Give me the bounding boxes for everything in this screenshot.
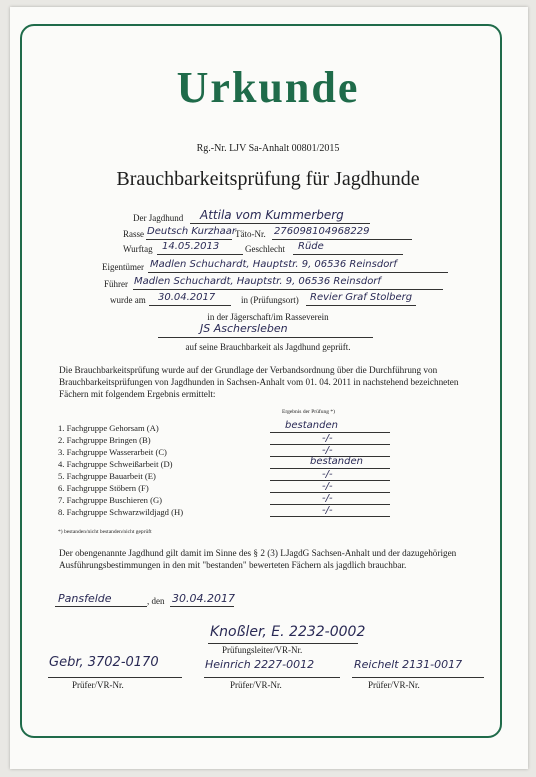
closing-paragraph: Der obengenannte Jagdhund gilt damit im Sinne des § 2 (3) LJagdG Sachsen-Anhalt und der dazugehörigen Ausführungsbestimmungen in den mit "bestanden" bewerteten Fächern als jagdlich brauchbar.: [59, 548, 457, 570]
pruefer1-line: [48, 677, 182, 678]
pruefungsort-value: Revier Graf Stolberg: [310, 292, 413, 303]
place-line: [55, 606, 147, 607]
geschlecht-line: [293, 254, 403, 255]
rasse-value: Deutsch Kurzhaar: [147, 226, 237, 237]
result-row-value: -/-: [322, 445, 333, 456]
pruefer2-signature: Heinrich 2227-0012: [205, 658, 315, 671]
result-row-label: 3. Fachgruppe Wasserarbeit (C): [58, 447, 167, 457]
pruefer2-label: Prüfer/VR-Nr.: [230, 680, 282, 690]
taeto-label: Täto-Nr.: [235, 229, 266, 239]
fuehrer-value: Madlen Schuchardt, Hauptstr. 9, 06536 Reinsdorf: [134, 276, 381, 287]
geschlecht-value: Rüde: [298, 241, 324, 252]
pruefungsort-line: [306, 305, 416, 306]
leiter-line: [208, 643, 358, 644]
result-row-label: 4. Fachgruppe Schweißarbeit (D): [58, 459, 173, 469]
jagdhund-value: Attila vom Kummerberg: [200, 208, 344, 222]
pruefer2-line: [204, 677, 340, 678]
place-date-separator: , den: [147, 596, 165, 606]
taeto-value: 276098104968229: [274, 226, 370, 237]
pruefer3-signature: Reichelt 2131-0017: [354, 658, 463, 671]
leiter-signature: Knoßler, E. 2232-0002: [210, 624, 366, 640]
jagdhund-line: [190, 223, 370, 224]
geschlecht-label: Geschlecht: [245, 244, 285, 254]
eigentuemer-line: [148, 272, 448, 273]
pruefer1-signature: Gebr, 3702-0170: [49, 655, 159, 670]
intro-paragraph: Die Brauchbarkeitsprüfung wurde auf der Grundlage der Verbandsordnung über die Durchführung von Brauchbarkeitsprüfungen von Jagdhunden in Sachsen-Anhalt vom 01. 04. 2011 in nachstehend bezeichneten Fächern mit folgendem Ergebnis ermittelt:: [59, 365, 459, 399]
eigentuemer-label: Eigentümer: [102, 262, 144, 272]
wurftag-label: Wurftag: [123, 244, 153, 254]
results-header: Ergebnis der Prüfung *): [282, 409, 335, 415]
leiter-label: Prüfungsleiter/VR-Nr.: [222, 645, 303, 655]
wurftag-value: 14.05.2013: [162, 241, 220, 252]
wurde-am-label: wurde am: [110, 295, 146, 305]
result-row-label: 1. Fachgruppe Gehorsam (A): [58, 423, 159, 433]
result-row-value: bestanden: [310, 456, 363, 467]
date-line: [170, 606, 234, 607]
result-row-label: 7. Fachgruppe Buschieren (G): [58, 495, 163, 505]
result-line: [270, 516, 390, 517]
jaegerschaft-value: JS Aschersleben: [200, 322, 288, 335]
result-row-value: -/-: [322, 433, 333, 444]
jaegerschaft-label: in der Jägerschaft/im Rasseverein: [207, 312, 329, 322]
pruefer1-label: Prüfer/VR-Nr.: [72, 680, 124, 690]
result-row-label: 5. Fachgruppe Bauarbeit (E): [58, 471, 156, 481]
taeto-line: [272, 239, 412, 240]
place-value: Pansfelde: [58, 592, 112, 605]
rasse-line: [146, 239, 232, 240]
registration-number: Rg.-Nr. LJV Sa-Anhalt 00801/2015: [196, 143, 340, 154]
result-row-value: -/-: [322, 493, 333, 504]
jaegerschaft-line: [158, 337, 373, 338]
pruefungsort-label: in (Prüfungsort): [241, 295, 299, 305]
result-row-label: 2. Fachgruppe Bringen (B): [58, 435, 151, 445]
result-row-value: -/-: [322, 505, 333, 516]
wurftag-line: [157, 254, 243, 255]
fuehrer-line: [133, 289, 443, 290]
jagdhund-label: Der Jagdhund: [133, 213, 184, 223]
result-row-value: -/-: [322, 481, 333, 492]
document-title: Urkunde: [176, 63, 360, 112]
wurde-am-value: 30.04.2017: [158, 292, 216, 303]
result-row-value: bestanden: [285, 420, 338, 431]
pruefer3-label: Prüfer/VR-Nr.: [368, 680, 420, 690]
rasse-label: Rasse: [123, 229, 144, 239]
eigentuemer-value: Madlen Schuchardt, Hauptstr. 9, 06536 Reinsdorf: [150, 259, 397, 270]
result-row-label: 6. Fachgruppe Stöbern (F): [58, 483, 149, 493]
wurde-am-line: [149, 305, 231, 306]
result-row-label: 8. Fachgruppe Schwarzwildjagd (H): [58, 507, 184, 517]
results-footnote: *) bestanden/nicht bestanden/nicht geprüft: [58, 529, 152, 535]
pruefer3-line: [352, 677, 484, 678]
document-subtitle: Brauchbarkeitsprüfung für Jagdhunde: [116, 168, 420, 190]
result-row-value: -/-: [322, 469, 333, 480]
fuehrer-label: Führer: [104, 279, 128, 289]
date-value: 30.04.2017: [172, 592, 235, 605]
geprueft-text: auf seine Brauchbarkeit als Jagdhund geprüft.: [185, 342, 351, 352]
